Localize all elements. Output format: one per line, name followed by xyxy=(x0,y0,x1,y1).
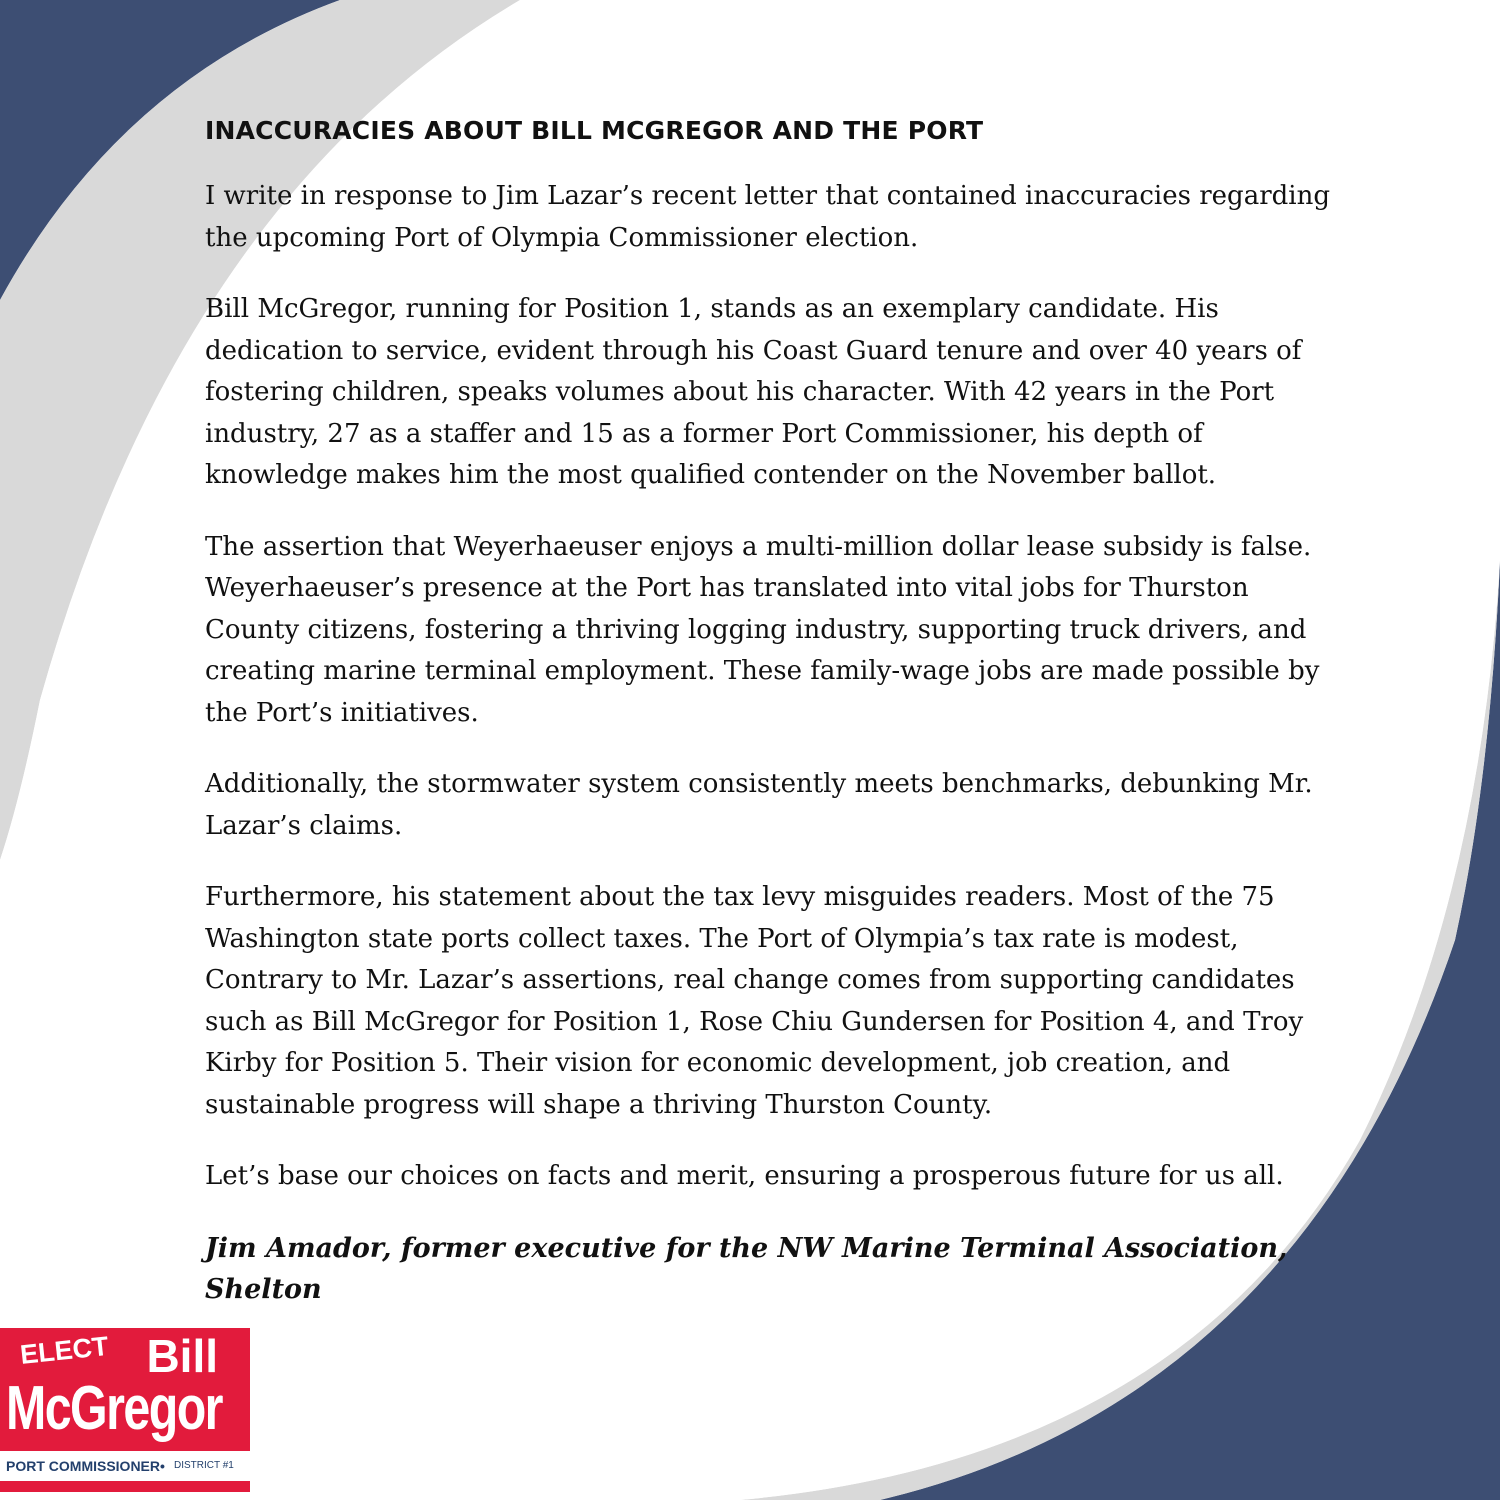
logo-first-name: Bill xyxy=(146,1330,218,1382)
letter-paragraph: Additionally, the stormwater system consistently meets benchmarks, debunking Mr. Lazar’s claims. xyxy=(205,769,1313,841)
logo-office-bar xyxy=(0,1451,250,1481)
letter-paragraph: The assertion that Weyerhaeuser enjoys a multi-million dollar lease subsidy is false. Weyerhaeuser’s presence at the Port has translated into vital jobs for Thurston County citizens, fostering a thriving logging industry, supporting truck drivers, and creating marine terminal employment. These family-wage jobs are made possible by the Port’s initiatives. xyxy=(205,531,1320,728)
letter-paragraph: Bill McGregor, running for Position 1, stands as an exemplary candidate. His dedication to service, evident through his Coast Guard tenure and over 40 years of fostering children, speaks volumes about his character. With 42 years in the Port industry, 27 as a staffer and 15 as a former Port Commissioner, his depth of knowledge makes him the most qualified contender on the November ballot. xyxy=(205,294,1302,490)
logo-last-name: McGregor xyxy=(6,1374,222,1443)
logo-office-text: PORT COMMISSIONER• xyxy=(6,1458,165,1474)
letter-paragraph: Let’s base our choices on facts and merit, ensuring a prosperous future for us all. xyxy=(205,1161,1284,1191)
letter-paragraph: Furthermore, his statement about the tax levy misguides readers. Most of the 75 Washington state ports collect taxes. The Port of Olympia’s tax rate is modest, Contrary to Mr. Lazar’s assertions, real change comes from supporting candidates such as Bill McGregor for Position 1, Rose Chiu Gundersen for Position 4, and Troy Kirby for Position 5. Their vision for economic development, job creation, and sustainable progress will shape a thriving Thurston County. xyxy=(205,882,1304,1120)
logo-bottom-stripe xyxy=(0,1481,250,1492)
letter xyxy=(205,112,1335,1311)
logo-elect-text: ELECT xyxy=(18,1330,110,1371)
campaign-logo xyxy=(0,1328,250,1492)
letter-paragraph: I write in response to Jim Lazar’s recent letter that contained inaccuracies regarding the upcoming Port of Olympia Commissioner election. xyxy=(205,181,1330,253)
letter-headline: INACCURACIES ABOUT BILL MCGREGOR AND THE PORT xyxy=(205,116,984,145)
logo-red-panel xyxy=(0,1328,250,1451)
logo-district-text: DISTRICT #1 xyxy=(174,1460,234,1471)
letter-signature: Jim Amador, former executive for the NW Marine Terminal Association, Shelton xyxy=(205,1232,1288,1305)
